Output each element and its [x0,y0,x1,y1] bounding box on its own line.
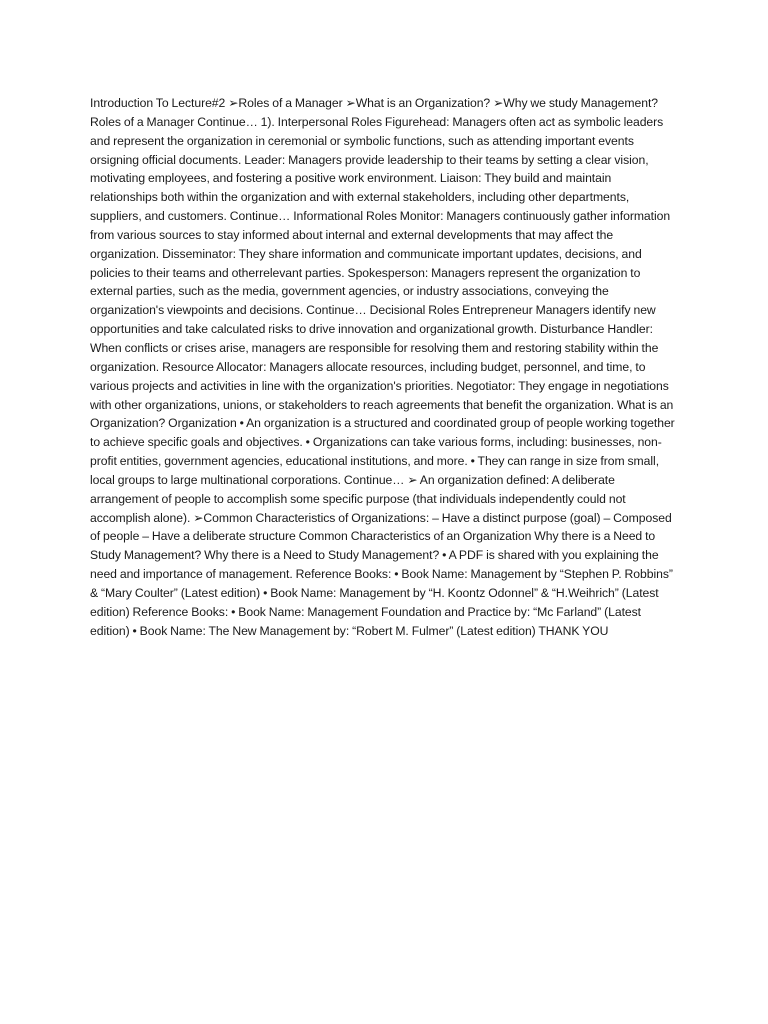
document-body-text: Introduction To Lecture#2 ➢Roles of a Manager ➢What is an Organization? ➢Why we study Management? Roles of a Manager Continue… 1). Interpersonal Roles Figurehead: Managers often act as symbolic leaders and represent the organization in ceremonial or symbolic functions, such as attending important events orsigning official documents. Leader: Managers provide leadership to their teams by setting a clear vision, motivating employees, and fostering a positive work environment. Liaison: They build and maintain relationships both within the organization and with external stakeholders, including other departments, suppliers, and customers. Continue… Informational Roles Monitor: Managers continuously gather information from various sources to stay informed about internal and external developments that may affect the organization. Disseminator: They share information and communicate important updates, decisions, and policies to their teams and otherrelevant parties. Spokesperson: Managers represent the organization to external parties, such as the media, government agencies, or industry associations, conveying the organization's viewpoints and decisions. Continue… Decisional Roles Entrepreneur Managers identify new opportunities and take calculated risks to drive innovation and organizational growth. Disturbance Handler: When conflicts or crises arise, managers are responsible for resolving them and restoring stability within the organization. Resource Allocator: Managers allocate resources, including budget, personnel, and time, to various projects and activities in line with the organization's priorities. Negotiator: They engage in negotiations with other organizations, unions, or stakeholders to reach agreements that benefit the organization. What is an Organization? Organization • An organization is a structured and coordinated group of people working together to achieve specific goals and objectives. • Organizations can take various forms, including: businesses, non-profit entities, government agencies, educational institutions, and more. • They can range in size from small, local groups to large multinational corporations. Continue… ➢ An organization defined: A deliberate arrangement of people to accomplish some specific purpose (that individuals independently could not accomplish alone). ➢Common Characteristics of Organizations: – Have a distinct purpose (goal) – Composed of people – Have a deliberate structure Common Characteristics of an Organization Why there is a Need to Study Management? Why there is a Need to Study Management? • A PDF is shared with you explaining the need and importance of management. Reference Books: • Book Name: Management by “Stephen P. Robbins” & “Mary Coulter” (Latest edition) • Book Name: Management by “H. Koontz Odonnel” & “H.Weihrich” (Latest edition) Reference Books: • Book Name: Management Foundation and Practice by: “Mc Farland” (Latest edition) • Book Name: The New Management by: “Robert M. Fulmer” (Latest edition) THANK YOU [90,96,675,638]
